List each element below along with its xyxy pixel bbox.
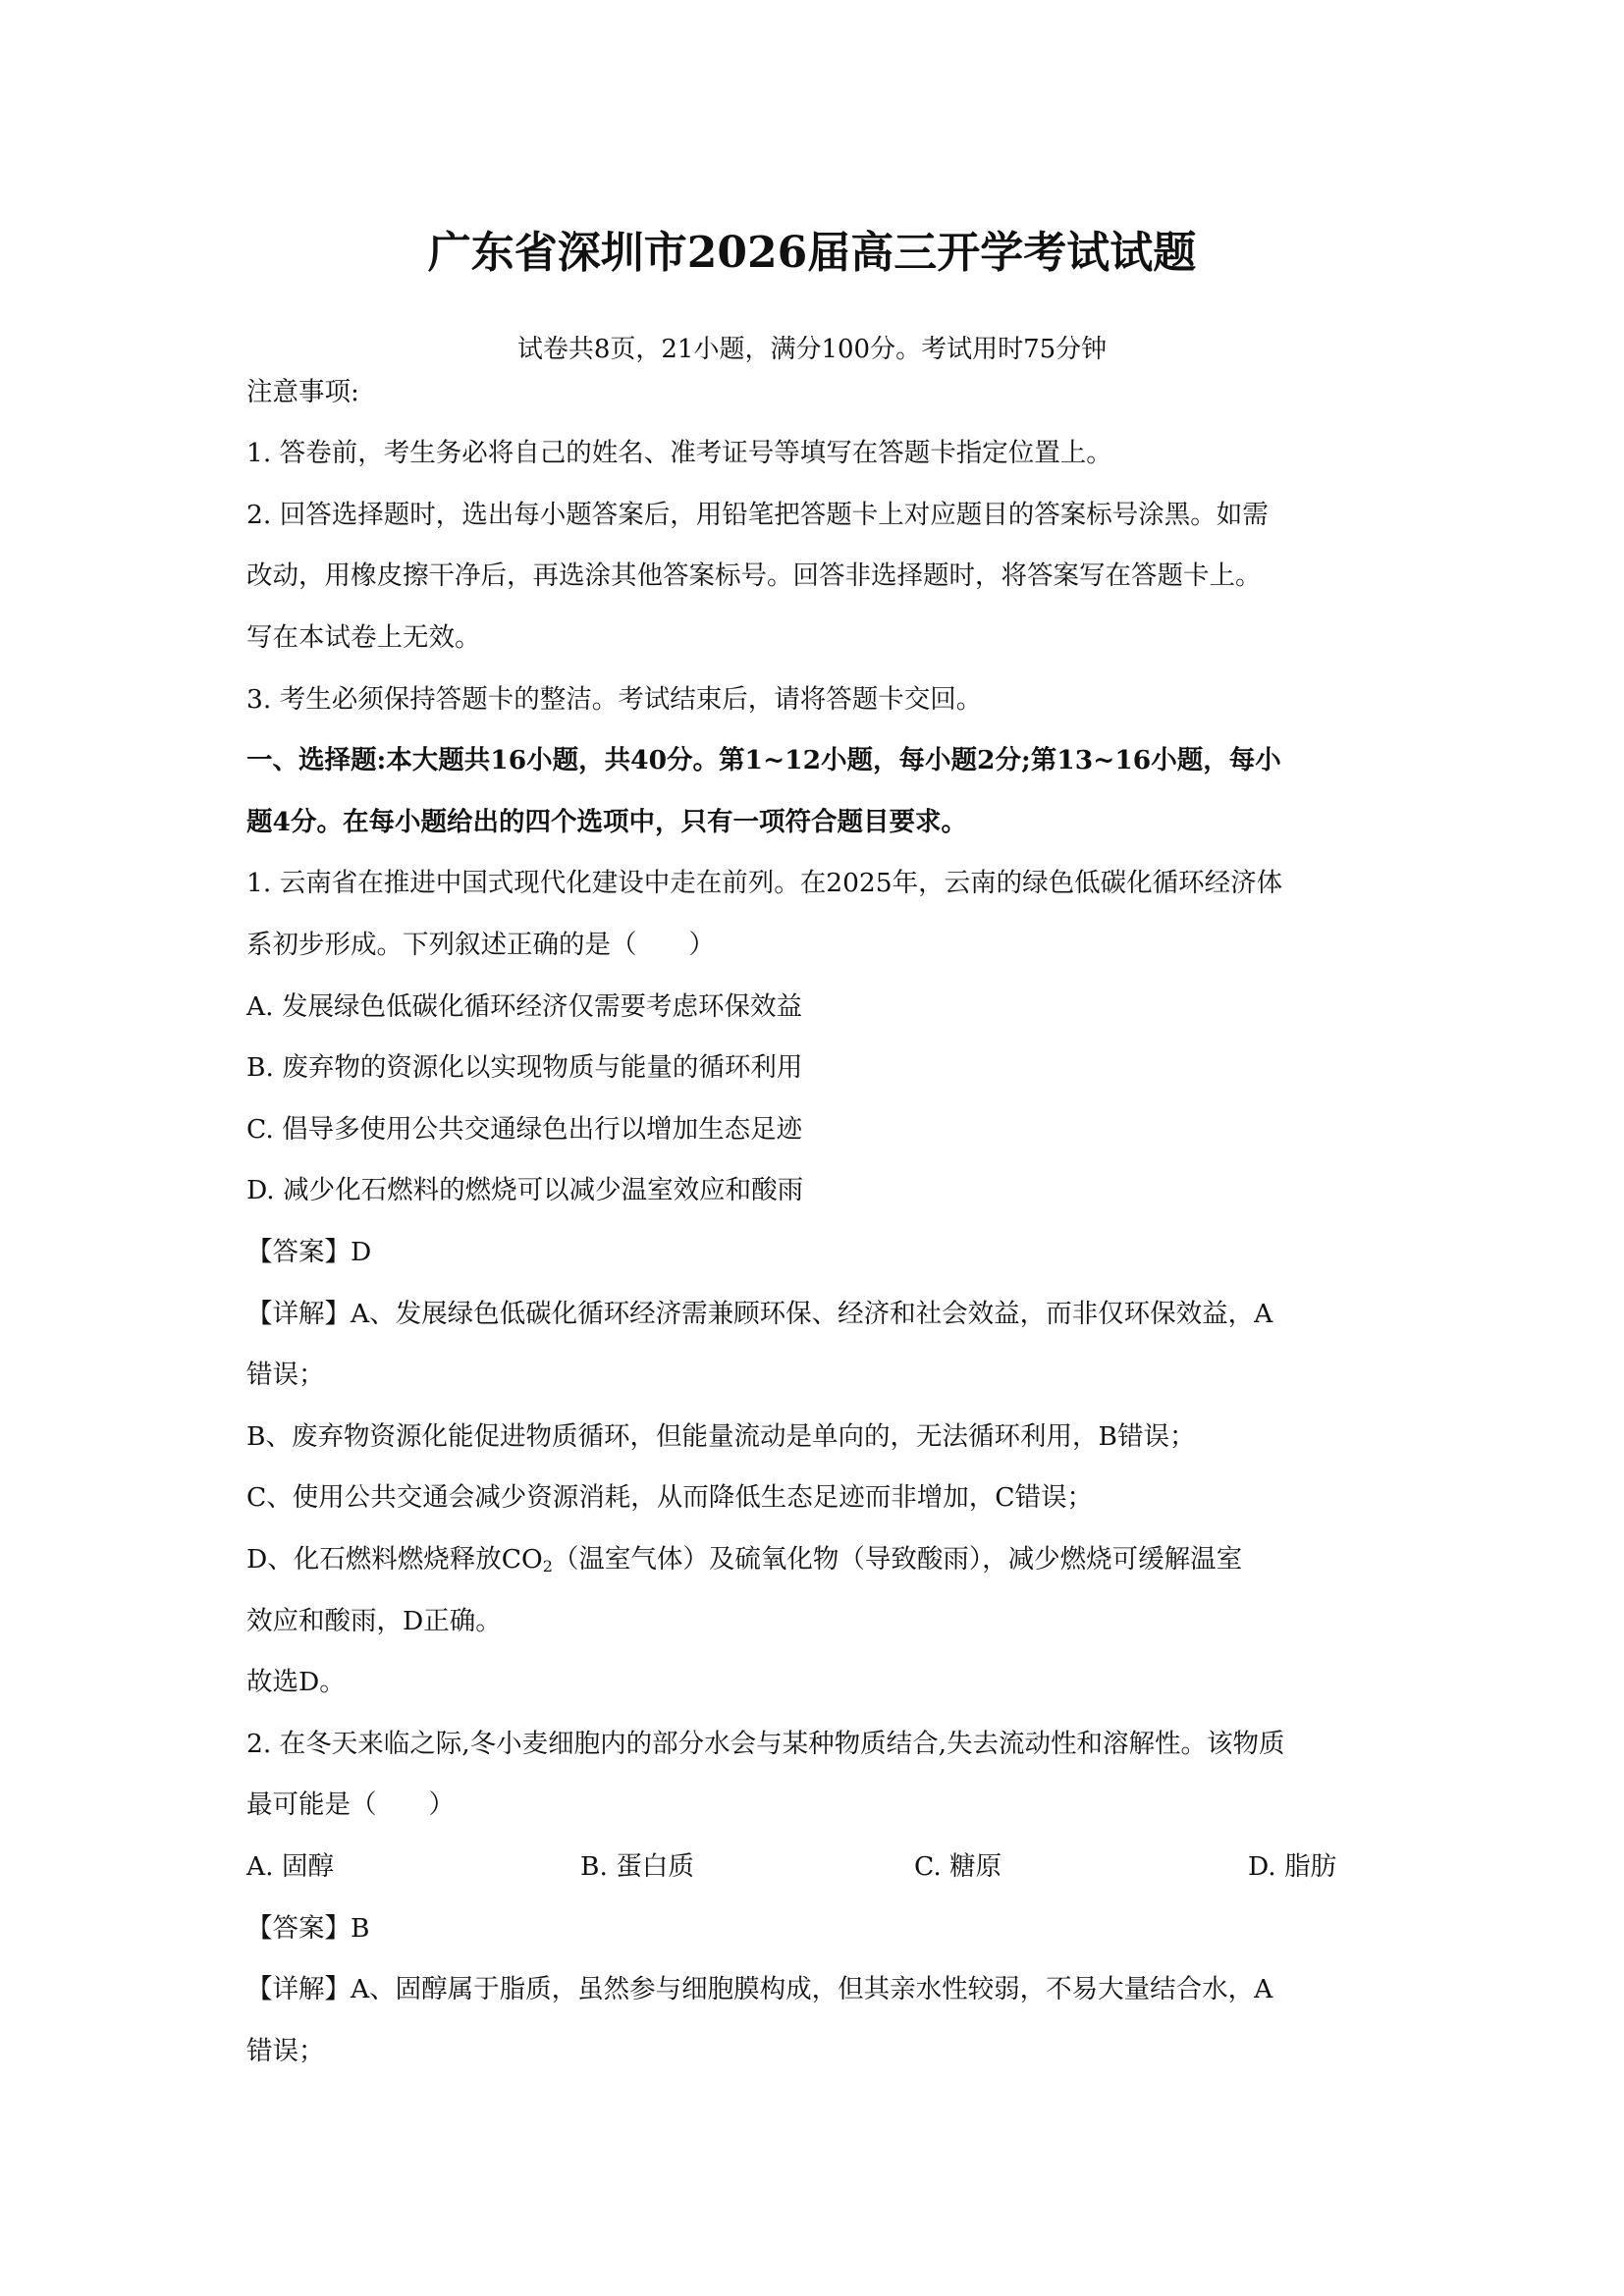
notice-heading: 注意事项: (246, 377, 359, 407)
q1-option-b: B. 废弃物的资源化以实现物质与能量的循环利用 (246, 1052, 803, 1083)
q2-option-c: C. 糖原 (914, 1851, 1002, 1882)
notice-item-2-line-3: 写在本试卷上无效。 (246, 622, 481, 653)
q1-detail-line-1: 【详解】A、发展绿色低碳化循环经济需兼顾环保、经济和社会效益，而非仅环保效益，A (246, 1299, 1273, 1329)
q2-option-b: B. 蛋白质 (580, 1851, 694, 1882)
section-heading-line-2: 题4分。在每小题给出的四个选项中，只有一项符合题目要求。 (246, 807, 967, 837)
q2-option-d: D. 脂肪 (1248, 1851, 1337, 1882)
q1-answer: 【答案】D (246, 1237, 372, 1267)
q2-stem-line-2: 最可能是（ ） (246, 1789, 455, 1820)
notice-item-3: 3. 考生必须保持答题卡的整洁。考试结束后，请将答题卡交回。 (246, 684, 983, 715)
co2-subscript: 2 (542, 1557, 553, 1575)
exam-subtitle: 试卷共8页，21小题，满分100分。考试用时75分钟 (516, 335, 1108, 364)
notice-item-2-line-2: 改动，用橡皮擦干净后，再选涂其他答案标号。回答非选择题时，将答案写在答题卡上。 (246, 561, 1262, 591)
q2-detail-line-1: 【详解】A、固醇属于脂质，虽然参与细胞膜构成，但其亲水性较弱，不易大量结合水，A (246, 1974, 1273, 2004)
notice-item-2-line-1: 2. 回答选择题时，选出每小题答案后，用铅笔把答题卡上对应题目的答案标号涂黑。如需 (246, 500, 1269, 530)
q1-stem-line-1: 1. 云南省在推进中国式现代化建设中走在前列。在2025年，云南的绿色低碳化循环经济体 (246, 868, 1283, 898)
q1-detail-line-3: B、废弃物资源化能促进物质循环，但能量流动是单向的，无法循环利用，B错误； (246, 1421, 1196, 1452)
q1-detail-line-4: C、使用公共交通会减少资源消耗，从而降低生态足迹而非增加，C错误； (246, 1482, 1094, 1513)
exam-title: 广东省深圳市2026届高三开学考试试题 (427, 228, 1197, 278)
q1-option-d: D. 减少化石燃料的燃烧可以减少温室效应和酸雨 (246, 1175, 804, 1205)
q2-answer: 【答案】B (246, 1913, 370, 1944)
q2-option-a: A. 固醇 (246, 1851, 334, 1882)
q1-option-a: A. 发展绿色低碳化循环经济仅需要考虑环保效益 (246, 991, 802, 1022)
q1-detail-line-6: 效应和酸雨，D正确。 (246, 1606, 502, 1636)
q1-detail-line-2: 错误； (246, 1360, 325, 1390)
q1-detail-line-5-post: （温室气体）及硫氧化物（导致酸雨），减少燃烧可缓解温室 (552, 1544, 1243, 1575)
q2-stem-line-1: 2. 在冬天来临之际,冬小麦细胞内的部分水会与某种物质结合,失去流动性和溶解性。该物质 (246, 1729, 1285, 1759)
q1-detail-line-5 (246, 1540, 1242, 1579)
q2-detail-line-2: 错误； (246, 2036, 325, 2066)
notice-item-1: 1. 答卷前，考生务必将自己的姓名、准考证号等填写在答题卡指定位置上。 (246, 438, 1112, 468)
section-heading-line-1: 一、选择题:本大题共16小题，共40分。第1~12小题，每小题2分;第13~16小题，每小 (246, 745, 1281, 775)
q1-detail-line-5-pre: D、化石燃料燃烧释放CO (246, 1544, 543, 1575)
q1-option-c: C. 倡导多使用公共交通绿色出行以增加生态足迹 (246, 1114, 803, 1145)
q1-stem-line-2: 系初步形成。下列叙述正确的是（ ） (246, 930, 715, 960)
q1-conclusion: 故选D。 (246, 1667, 346, 1697)
